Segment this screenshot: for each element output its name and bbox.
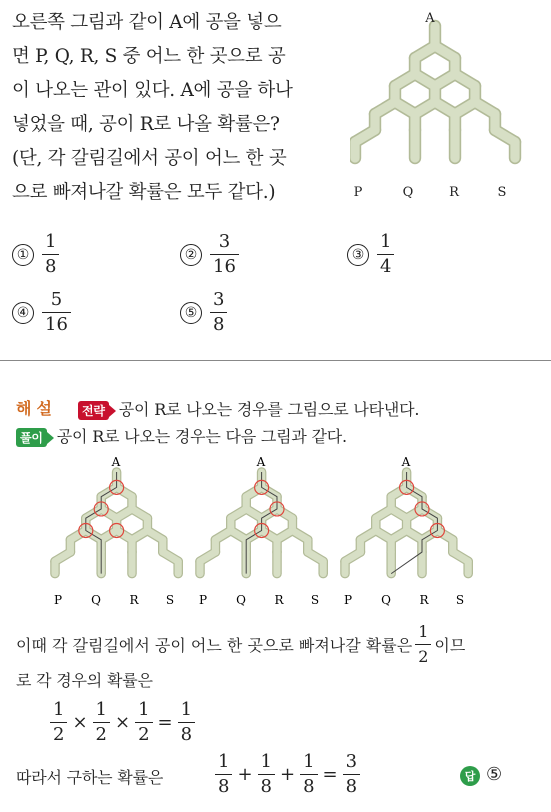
problem-line: 넣었을 때, 공이 R로 나올 확률은?: [12, 114, 280, 135]
choice-number: ①: [12, 244, 34, 266]
answer-tag: 답: [460, 766, 480, 786]
problem-line: 이 나오는 관이 있다. A에 공을 하나: [12, 80, 293, 101]
choice-fraction: $\frac{1}{8}$: [42, 232, 59, 277]
tube-diagram: [350, 4, 540, 204]
choice-fraction: $\frac{3}{8}$: [210, 290, 227, 335]
exit-label-s: S: [455, 593, 465, 607]
choice-number: ③: [347, 244, 369, 266]
branch-text-after: 이므: [434, 636, 466, 655]
path-diagram-1: [50, 452, 190, 612]
choice-1[interactable]: [12, 232, 59, 277]
problem-line: 으로 빠져나갈 확률은 모두 같다.): [12, 182, 276, 203]
choice-number: ②: [180, 244, 202, 266]
entry-label: A: [425, 11, 435, 26]
strategy-tag: 전략: [78, 401, 109, 420]
section-divider: [0, 360, 551, 361]
case-equation: $\frac{1}{2}$ × $\frac{1}{2}$ × $\frac{1}{2}$ = $\frac{1}{8}$: [50, 700, 195, 745]
choice-5[interactable]: [180, 290, 227, 335]
choice-fraction: $\frac{1}{4}$: [377, 232, 394, 277]
choice-number: ⑤: [180, 302, 202, 324]
choice-number: ④: [12, 302, 34, 324]
exit-label-s: S: [497, 185, 507, 200]
exit-label-q: Q: [381, 593, 391, 607]
problem-line: 오른쪽 그림과 같이 A에 공을 넣으: [12, 12, 282, 33]
entry-label: A: [401, 455, 411, 469]
answer: [460, 764, 502, 786]
solve-text: 공이 R로 나오는 경우는 다음 그림과 같다.: [56, 427, 347, 446]
choice-fraction: $\frac{3}{16}$: [210, 232, 239, 277]
exit-label-r: R: [419, 593, 429, 607]
solution-label: 해설: [16, 399, 57, 418]
final-equation: $\frac{1}{8}$ + $\frac{1}{8}$ + $\frac{1}{8}$ = $\frac{3}{8}$: [215, 752, 360, 797]
arrow-icon: [109, 405, 116, 417]
entry-label: A: [111, 455, 121, 469]
strategy-line: [78, 397, 419, 420]
branch-text-before: 이때 각 갈림길에서 공이 어느 한 곳으로 빠져나갈 확률은: [16, 636, 413, 655]
choice-4[interactable]: [12, 290, 71, 335]
solve-tag: 풀이: [16, 428, 47, 447]
exit-label-q: Q: [402, 185, 414, 200]
exit-label-p: P: [198, 593, 208, 607]
choice-fraction: $\frac{5}{16}$: [42, 290, 71, 335]
entry-label: A: [256, 455, 266, 469]
problem-line: 면 P, Q, R, S 중 어느 한 곳으로 공: [12, 46, 286, 67]
exit-label-q: Q: [91, 593, 101, 607]
path-diagram-3: [340, 452, 480, 612]
choice-2[interactable]: [180, 232, 239, 277]
exit-label-r: R: [449, 185, 459, 200]
tube-network: [355, 26, 515, 158]
exit-label-s: S: [310, 593, 320, 607]
exit-label-q: Q: [236, 593, 246, 607]
final-label: 따라서 구하는 확률은: [16, 768, 164, 787]
problem-statement: [12, 6, 334, 210]
strategy-text: 공이 R로 나오는 경우를 그림으로 나타낸다.: [118, 400, 420, 419]
choice-3[interactable]: [347, 232, 394, 277]
solve-line: [16, 424, 347, 447]
exit-label-s: S: [165, 593, 175, 607]
exit-label-r: R: [129, 593, 139, 607]
exit-label-p: P: [53, 593, 63, 607]
path-diagram-2: [195, 452, 335, 612]
answer-value: ⑤: [486, 764, 502, 785]
arrow-icon: [47, 432, 54, 444]
exit-label-p: P: [343, 593, 353, 607]
branch-line-2: 로 각 경우의 확률은: [16, 671, 153, 690]
branch-probability-line: [16, 622, 465, 667]
problem-line: (단, 각 갈림길에서 공이 어느 한 곳: [12, 148, 287, 169]
exit-label-p: P: [353, 185, 363, 200]
exit-label-r: R: [274, 593, 284, 607]
branch-fraction: $\frac{1}{2}$: [415, 622, 431, 667]
